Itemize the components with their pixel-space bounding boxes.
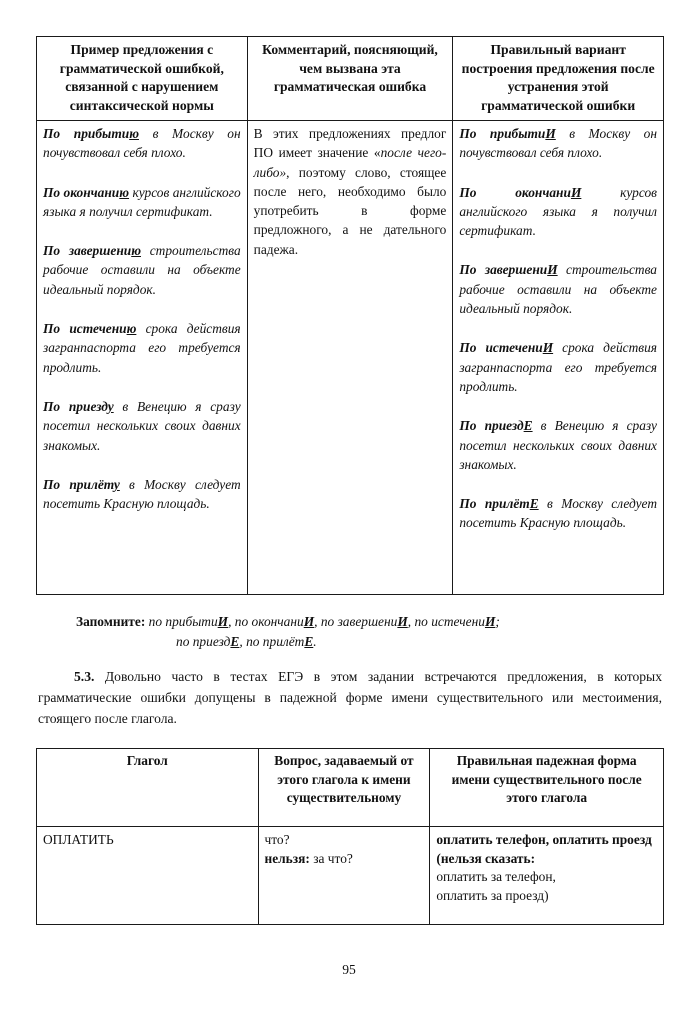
wrong-example: По прилёту в Москву следует посетить Красную площадь. xyxy=(43,476,241,512)
verb-case-table xyxy=(36,748,664,925)
correct-examples-cell xyxy=(453,121,664,595)
header-wrong-example: Пример предложения с грамматической ошибкой, связанной с нарушением синтаксической нормы xyxy=(37,37,248,121)
verb-cell: ОПЛАТИТЬ xyxy=(37,827,259,925)
wrong-example: По прибытию в Москву он почувствовал себя плохо. xyxy=(43,126,241,161)
section-paragraph xyxy=(38,666,662,729)
header-comment: Комментарий, поясняющий, чем вызвана эта грамматическая ошибка xyxy=(247,37,453,121)
header-correct-example: Правильный вариант построения предложения после устранения этой грамматической ошибки xyxy=(453,37,664,121)
correct-example: По прилётЕ в Москву следует посетить Красную площадь. xyxy=(459,496,657,531)
remember-line-1: Запомните: по прибытиИ, по окончаниИ, по завершениИ, по истечениИ; xyxy=(76,614,500,629)
page-number: 95 xyxy=(342,962,356,977)
correct-example: По прибытиИ в Москву он почувствовал себя плохо. xyxy=(459,126,657,161)
remember-note xyxy=(76,612,500,652)
question-cell: что? нельзя: за что? xyxy=(258,827,430,925)
wrong-example: По завершению строительства рабочие оставили на объекте идеальный порядок. xyxy=(43,243,241,297)
header-question: Вопрос, задаваемый от этого глагола к имени существительному xyxy=(258,749,430,827)
header-verb: Глагол xyxy=(37,749,259,827)
correct-example: По приездЕ в Венецию я сразу посетил нескольких своих давних знакомых. xyxy=(459,418,657,472)
remember-line-2: по приездЕ, по прилётЕ. xyxy=(176,634,317,649)
comment-cell: В этих предложениях предлог ПО имеет значение «после чего-либо», поэтому слово, стоящее после него, необходимо было употребить в форме предложного, а не дательного падежа. xyxy=(247,121,453,595)
header-correct-form: Правильная падежная форма имени существительного после этого глагола xyxy=(430,749,664,827)
correct-example: По истечениИ срока действия загранпаспорта его требуется продлить. xyxy=(459,340,658,394)
correct-form-cell: оплатить телефон, оплатить проезд (нельзя сказать: оплатить за телефон, оплатить за проезд) xyxy=(430,827,664,925)
wrong-examples-cell xyxy=(37,121,248,595)
syntax-error-table xyxy=(36,36,664,595)
wrong-example: По окончанию курсов английского языка я получил сертификат. xyxy=(43,184,241,219)
section-number: 5.3. xyxy=(74,669,95,684)
wrong-example: По приезду в Венецию я сразу посетил нескольких своих давних знакомых. xyxy=(43,398,241,453)
correct-example: По завершениИ строительства рабочие оставили на объекте идеальный порядок. xyxy=(459,262,657,317)
wrong-example: По истечению срока действия загранпаспорта его требуется продлить. xyxy=(43,321,241,375)
remember-label: Запомните: xyxy=(76,614,146,629)
paragraph-text: Довольно часто в тестах ЕГЭ в этом задании встречаются предложения, в которых грамматические ошибки допущены в падежной форме имени существительного или местоимения, стоящего после глагола. xyxy=(38,669,662,726)
correct-example: По окончаниИ курсов английского языка я получил сертификат. xyxy=(459,184,657,239)
